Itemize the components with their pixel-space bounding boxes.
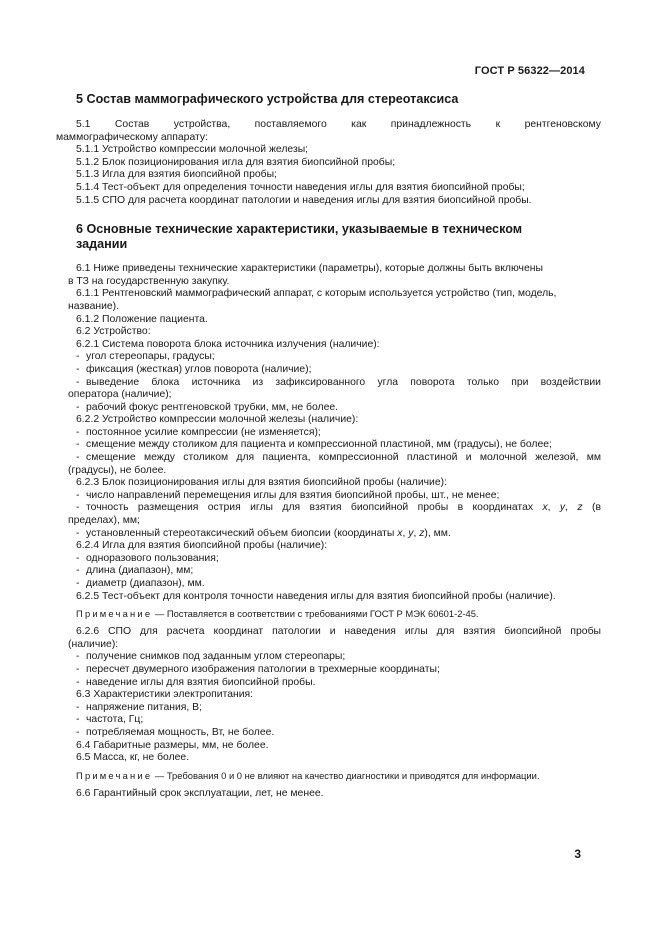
list-item <box>76 364 601 377</box>
list-item-text: точность размещения острия иглы для взятия биопсийной пробы в координатах x, y, z (в <box>86 502 601 514</box>
section-6-title <box>76 222 601 252</box>
list-item <box>76 714 601 727</box>
p-6-2-2: 6.2.2 Устройство компрессии молочной железы (наличие): <box>76 414 359 426</box>
p-6-1-line1: 6.1 Ниже приведены технические характеристики (параметры), которые должны быть включены <box>76 263 543 275</box>
p-6-2-6-line1: 6.2.6 СПО для расчета координат патологии и наведения иглы для взятия биопсийной пробы <box>76 626 601 638</box>
list-item-5-1-1: 5.1.1 Устройство компрессии молочной железы; <box>76 144 309 156</box>
note-1 <box>76 608 601 620</box>
list-item-5-1-2: 5.1.2 Блок позиционирования игла для взятия биопсийной пробы; <box>76 156 396 168</box>
p-6-2-1: 6.2.1 Система поворота блока источника излучения (наличие): <box>76 338 380 350</box>
p-6-2-6-line2: (наличие): <box>68 638 119 650</box>
dash-marker: - <box>76 502 80 514</box>
list-item <box>76 553 601 566</box>
section-5-title: 5 Состав маммографического устройства для стереотаксиса <box>76 92 459 106</box>
dash-marker: - <box>76 701 80 713</box>
list-item-text: пересчет двумерного изображения патологии в трехмерные координаты; <box>86 663 440 675</box>
dash-marker: - <box>76 552 80 564</box>
dash-marker: - <box>76 452 80 464</box>
list-item <box>76 565 601 578</box>
list-item <box>76 651 601 664</box>
list-item-text: установленный стереотаксический объем биопсии (координаты x, y, z), мм. <box>86 527 451 539</box>
list-item-text: число направлений перемещения иглы для взятия биопсийной пробы, шт., не менее; <box>86 489 500 501</box>
list-item-text: длина (диапазон), мм; <box>86 565 194 577</box>
list-item <box>76 490 601 503</box>
page-content <box>56 92 601 800</box>
p-6-2: 6.2 Устройство: <box>76 326 151 338</box>
p-6-2-3: 6.2.3 Блок позиционирования иглы для взятия биопсийной пробы (наличие): <box>76 477 447 489</box>
dash-marker: - <box>76 489 80 501</box>
list-item-continuation: пределах), мм; <box>68 515 140 527</box>
list-item-text: выведение блока источника из зафиксированного угла поворота только при воздействии <box>86 376 601 388</box>
p-6-4: 6.4 Габаритные размеры, мм, не более. <box>76 739 269 751</box>
list-item-text: рабочий фокус рентгеновской трубки, мм, не более. <box>86 401 339 413</box>
paragraph-5-1-line1: 5.1 Состав устройства, поставляемого как принадлежность к рентгеновскому <box>76 119 601 130</box>
list-item-text: фиксация (жесткая) углов поворота (наличие); <box>86 363 312 375</box>
list-item <box>76 677 601 690</box>
list-item <box>76 402 601 415</box>
list-item-text: смещение между столиком для пациента и компрессионной пластиной, мм (градусы), не более; <box>86 439 552 451</box>
list-item <box>76 377 601 390</box>
note-label: Примечание <box>76 769 153 781</box>
list-item-continuation: (градусы), не более. <box>68 464 167 476</box>
page-number: 3 <box>574 847 581 861</box>
list-item-continuation: оператора (наличие); <box>68 389 172 401</box>
list-item-text: частота, Гц; <box>86 714 144 726</box>
dash-marker: - <box>76 663 80 675</box>
list-item <box>76 578 601 591</box>
section-6-title-line1: 6 Основные технические характеристики, указываемые в техническом <box>76 222 523 237</box>
p-6-3: 6.3 Характеристики электропитания: <box>76 689 254 701</box>
list-item <box>76 439 601 452</box>
list-item-text: наведение иглы для взятия биопсийной пробы. <box>86 676 316 688</box>
p-6-2-5: 6.2.5 Тест-объект для контроля точности наведения иглы для взятия биопсийной пробы (наличие). <box>76 590 556 602</box>
list-item-text: потребляемая мощность, Вт, не более. <box>86 726 275 738</box>
document-code: ГОСТ Р 56322—2014 <box>474 65 585 77</box>
dash-marker: - <box>76 565 80 577</box>
list-item <box>76 702 601 715</box>
list-item <box>76 351 601 364</box>
dash-marker: - <box>76 401 80 413</box>
dash-marker: - <box>76 578 80 589</box>
list-item-text: диаметр (диапазон), мм. <box>86 578 205 589</box>
dash-marker: - <box>76 376 80 388</box>
paragraph-5-1-line2: маммографическому аппарату: <box>56 131 208 143</box>
note-text: — Поставляется в соответствии с требованиями ГОСТ Р МЭК 60601-2-45. <box>152 608 479 620</box>
p-6-5: 6.5 Масса, кг, не более. <box>76 752 190 764</box>
list-item-text: получение снимков под заданным углом стереопары; <box>86 651 346 663</box>
dash-marker: - <box>76 527 80 539</box>
list-item-text: угол стереопары, градусы; <box>86 351 215 363</box>
list-item-5-1-3: 5.1.3 Игла для взятия биопсийной пробы; <box>76 169 277 181</box>
list-item <box>76 664 601 677</box>
list-item <box>76 727 601 740</box>
dash-marker: - <box>76 363 80 375</box>
p-6-1-1-line2: название). <box>68 300 120 312</box>
dash-marker: - <box>76 351 80 363</box>
dash-marker: - <box>76 726 80 738</box>
p-6-1-1-line1: 6.1.1 Рентгеновский маммографический аппарат, с которым используется устройство (тип, модель, <box>76 288 557 300</box>
list-item <box>76 452 601 465</box>
list-item-text: смещение между столиком для пациента, компрессионной пластиной и молочной железой, мм <box>86 452 601 464</box>
note-2 <box>76 770 601 782</box>
list-item-5-1-4: 5.1.4 Тест-объект для определения точности наведения иглы для взятия биопсийной пробы; <box>76 181 525 193</box>
list-item-text: постоянное усилие компрессии (не изменяется); <box>86 426 321 438</box>
p-6-6: 6.6 Гарантийный срок эксплуатации, лет, не менее. <box>76 787 324 799</box>
list-item <box>76 528 601 541</box>
p-6-1-2: 6.1.2 Положение пациента. <box>76 313 208 325</box>
dash-marker: - <box>76 439 80 451</box>
list-item-text: одноразового пользования; <box>86 552 219 564</box>
list-item <box>76 427 601 440</box>
dash-marker: - <box>76 426 80 438</box>
dash-marker: - <box>76 676 80 688</box>
list-item-5-1-5: 5.1.5 СПО для расчета координат патологии и наведения иглы для взятия биопсийной пробы. <box>76 194 532 206</box>
dash-marker: - <box>76 651 80 663</box>
note-text: — Требования 0 и 0 не влияют на качество диагностики и приводятся для информации. <box>152 769 540 781</box>
list-item <box>76 502 601 515</box>
dash-marker: - <box>76 714 80 726</box>
list-item-text: напряжение питания, В; <box>86 701 202 713</box>
p-6-2-4: 6.2.4 Игла для взятия биопсийной пробы (наличие): <box>76 540 328 552</box>
p-6-1-line2: в ТЗ на государственную закупку. <box>68 275 230 287</box>
note-label: Примечание <box>76 608 153 620</box>
section-6-title-line2: задании <box>76 237 128 252</box>
